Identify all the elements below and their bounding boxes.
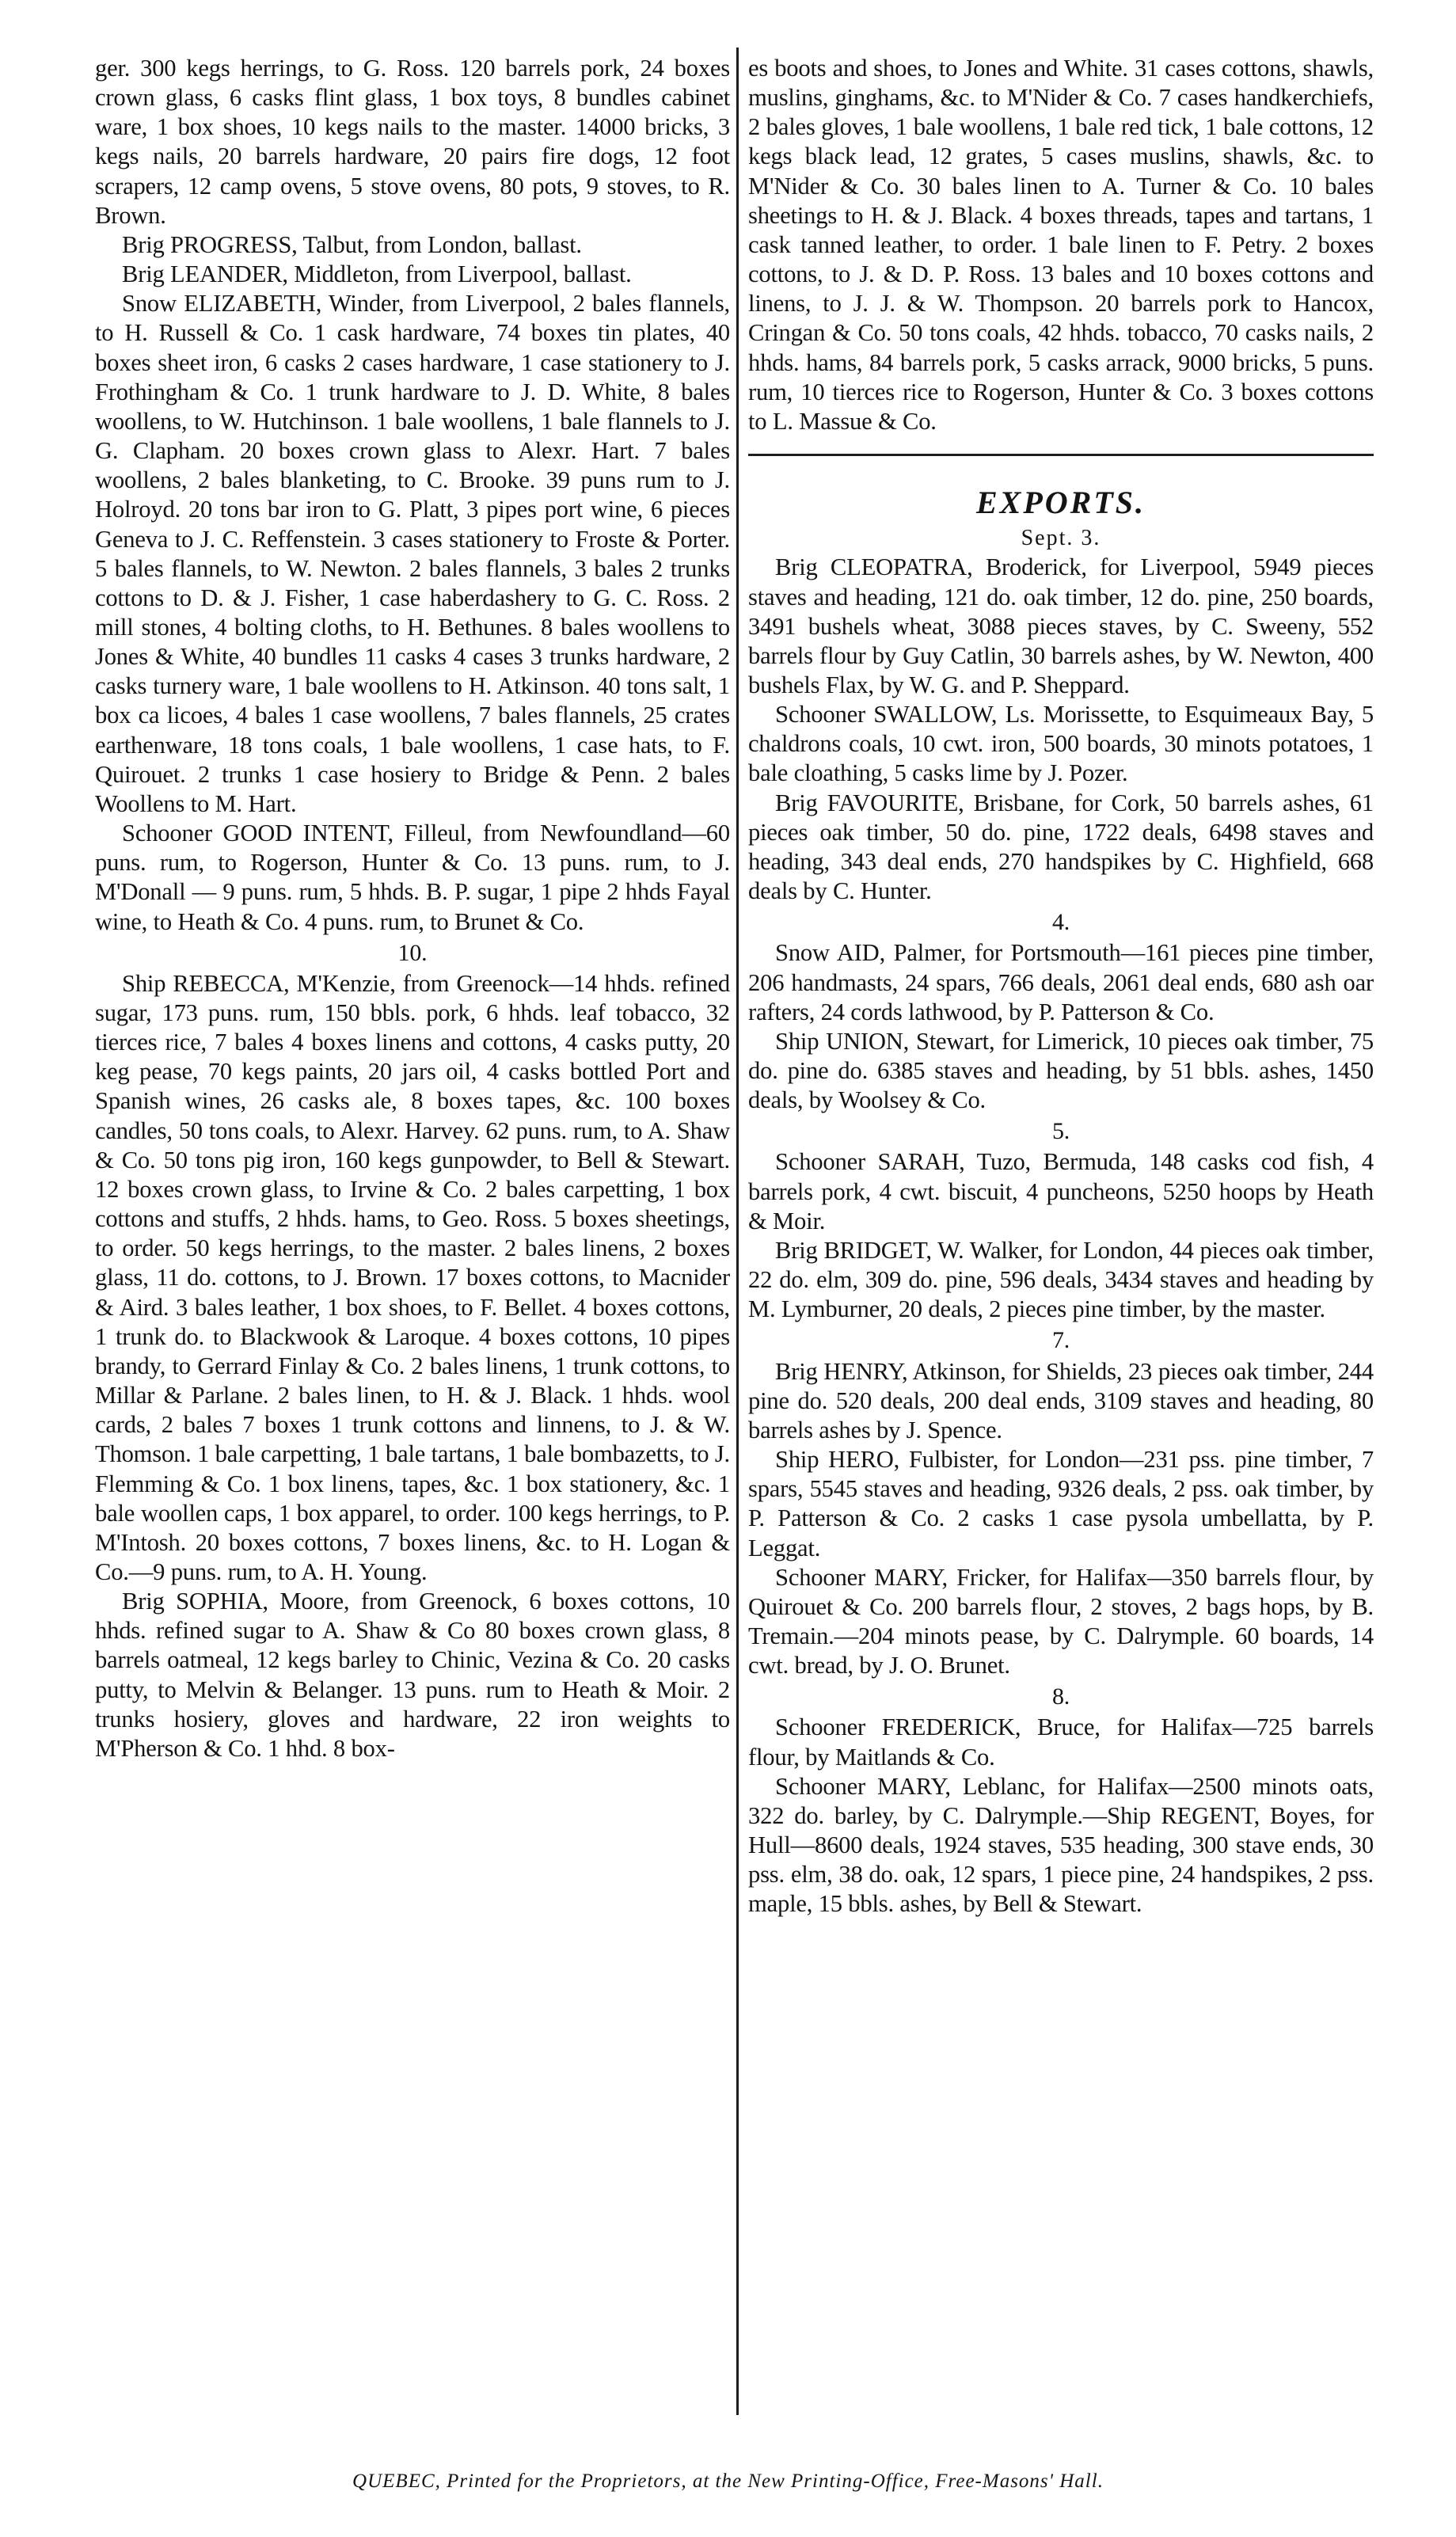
date-7: 7. bbox=[1051, 1327, 1070, 1354]
entry-snow-elizabeth: Snow ELIZABETH, Winder, from Liverpool, 2 bales flannels, to H. Russell & Co. 1 cask hardware, 74 boxes tin plates, 40 boxes sheet iron, 6 casks 2 cases hardware, 1 case stationery to J. Frothingham & Co. 1 trunk hardware to J. D. White, 8 bales woollens, to W. Hutchinson. 1 bale woollens, 1 bale flannels to J. G. Clapham. 20 boxes crown glass to Alexr. Hart. 7 bales woollens, 2 bales blanketing, to C. Brooke. 39 puns rum to J. Holroyd. 20 tons bar iron to G. Platt, 3 pipes port wine, 6 pieces Geneva to J. C. Reffenstein. 3 cases stationery to Froste & Porter. 5 bales flannels, to W. Newton. 2 bales flannels, 3 bales 2 trunks cottons to D. & J. Fisher, 1 case haberdashery to G. C. Ross. 2 mill stones, 4 bolting cloths, to H. Bethunes. 8 bales woollens to Jones & White, 40 bundles 11 casks 4 cases 3 trunks hardware, 2 casks turnery ware, 1 bale woollens to H. Atkinson. 40 tons salt, 1 box ca licoes, 4 bales 1 case woollens, 7 bales flannels, 25 crates earthenware, 18 tons coals, 1 bale woollens, 1 case hats, to F. Quirouet. 2 trunks 1 case hosiery to Bridge & Penn. 2 bales Woollens to M. Hart. bbox=[95, 290, 730, 817]
export-ship-hero: Ship HERO, Fulbister, for London—231 pss. pine timber, 7 spars, 5545 staves and heading, 9326 deals, 2 pss. oak timber, by P. Patterson & Co. 2 casks 1 case pysola umbellatta, by P. Leggat. bbox=[748, 1446, 1374, 1561]
export-schooner-mary-leblanc: Schooner MARY, Leblanc, for Halifax—2500 minots oats, 322 do. barley, by C. Dalrymple.—Ship REGENT, Boyes, for Hull—8600 deals, 1924 staves, 535 heading, 300 stave ends, 30 pss. elm, 38 do. oak, 12 spars, 1 piece pine, 24 handspikes, 2 pss. maple, 15 bbls. ashes, by Bell & Stewart. bbox=[748, 1772, 1374, 1918]
date-4: 4. bbox=[1051, 909, 1070, 936]
export-brig-bridget: Brig BRIDGET, W. Walker, for London, 44 pieces oak timber, 22 do. elm, 309 do. pine, 596 deals, 3434 staves and heading by M. Lymburner, 20 deals, 2 pieces pine timber, by the master. bbox=[748, 1236, 1374, 1323]
date-8: 8. bbox=[1051, 1683, 1070, 1710]
date-sept-3: Sept. 3. bbox=[1021, 526, 1101, 551]
column-divider bbox=[736, 48, 739, 2415]
entry-brig-progress: Brig PROGRESS, Talbut, from London, ballast. bbox=[122, 230, 582, 258]
exports-heading: EXPORTS. bbox=[975, 485, 1146, 521]
export-schooner-frederick: Schooner FREDERICK, Bruce, for Halifax—725 barrels flour, by Maitlands & Co. bbox=[748, 1714, 1374, 1771]
section-rule bbox=[748, 454, 1374, 456]
entry-brig-sophia: Brig SOPHIA, Moore, from Greenock, 6 boxes cottons, 10 hhds. refined sugar to A. Shaw & Co 80 boxes crown glass, 8 barrels oatmeal, 12 kegs barley to Chinic, Vezina & Co. 20 casks putty, to Melvin & Belanger. 13 puns. rum to Heath & Moir. 2 trunks hosiery, gloves and hardware, 22 iron weights to M'Pherson & Co. 1 hhd. 8 box- bbox=[95, 1588, 730, 1762]
right-column bbox=[748, 54, 1374, 1919]
export-brig-henry: Brig HENRY, Atkinson, for Shields, 23 pieces oak timber, 244 pine do. 520 deals, 200 deal ends, 3109 staves and heading, 80 barrels ashes by J. Spence. bbox=[748, 1357, 1374, 1443]
imports-continuation-right: es boots and shoes, to Jones and White. 31 cases cottons, shawls, muslins, ginghams, &c. to M'Nider & Co. 7 cases handkerchiefs, 2 bales gloves, 1 bale woollens, 1 bale red tick, 1 bale cottons, 12 kegs black lead, 12 grates, 5 cases muslins, shawls, &c. to M'Nider & Co. 30 bales linen to A. Turner & Co. 10 bales sheetings to H. & J. Black. 4 boxes threads, tapes and tartans, 1 cask tanned leather, to order. 1 bale linen to F. Petry. 2 boxes cottons, to J. & D. P. Ross. 13 bales and 10 boxes cottons and linens, to J. J. & W. Thompson. 20 barrels pork to Hancox, Cringan & Co. 50 tons coals, 42 hhds. tobacco, 70 casks nails, 2 hhds. hams, 84 barrels pork, 5 casks arrack, 9000 bricks, 5 puns. rum, 10 tierces rice to Rogerson, Hunter & Co. 3 boxes cottons to L. Massue & Co. bbox=[748, 55, 1374, 435]
export-schooner-mary-fricker: Schooner MARY, Fricker, for Halifax—350 barrels flour, by Quirouet & Co. 200 barrels flour, 2 stoves, 2 bags hops, by B. Tremain.—204 minots pease, by C. Dalrymple. 60 boards, 14 cwt. bread, by J. O. Brunet. bbox=[748, 1563, 1374, 1679]
export-schooner-sarah: Schooner SARAH, Tuzo, Bermuda, 148 casks cod fish, 4 barrels pork, 4 cwt. biscuit, 4 puncheons, 5250 hoops by Heath & Moir. bbox=[748, 1148, 1374, 1234]
entry-brig-leander: Brig LEANDER, Middleton, from Liverpool, ballast. bbox=[122, 261, 632, 288]
export-brig-favourite: Brig FAVOURITE, Brisbane, for Cork, 50 barrels ashes, 61 pieces oak timber, 50 do. pine, 1722 deals, 6498 staves and heading, 343 deal ends, 270 handspikes by C. Highfield, 668 deals by C. Hunter. bbox=[748, 789, 1374, 905]
left-column bbox=[95, 54, 730, 1763]
export-schooner-swallow: Schooner SWALLOW, Ls. Morissette, to Esquimeaux Bay, 5 chaldrons coals, 10 cwt. iron, 500 boards, 30 minots potatoes, 1 bale cloathing, 5 casks lime by J. Pozer. bbox=[748, 701, 1374, 787]
export-ship-union: Ship UNION, Stewart, for Limerick, 10 pieces oak timber, 75 do. pine do. 6385 staves and heading, by 51 bbls. ashes, 1450 deals, by Woolsey & Co. bbox=[748, 1027, 1374, 1114]
export-brig-cleopatra: Brig CLEOPATRA, Broderick, for Liverpool, 5949 pieces staves and heading, 121 do. oak timber, 12 do. pine, 250 boards, 3491 bushels wheat, 3088 pieces staves, by C. Sweeny, 552 barrels flour by Guy Catlin, 30 barrels ashes, by W. Newton, 400 bushels Flax, by W. G. and P. Sheppard. bbox=[748, 553, 1374, 698]
date-5: 5. bbox=[1051, 1118, 1070, 1145]
entry-schooner-good-intent: Schooner GOOD INTENT, Filleul, from Newfoundland—60 puns. rum, to Rogerson, Hunter & Co. 13 puns. rum, to J. M'Donall — 9 puns. rum, 5 hhds. B. P. sugar, 1 pipe 2 hhds Fayal wine, to Heath & Co. 4 puns. rum, to Brunet & Co. bbox=[95, 820, 730, 935]
imports-continuation: ger. 300 kegs herrings, to G. Ross. 120 barrels pork, 24 boxes crown glass, 6 casks flint glass, 1 box toys, 8 bundles cabinet ware, 1 box shoes, 10 kegs nails to the master. 14000 bricks, 3 kegs nails, 20 barrels hardware, 20 pairs fire dogs, 12 foot scrapers, 12 camp ovens, 5 stove ovens, 80 pots, 9 stoves, to R. Brown. bbox=[95, 55, 730, 229]
date-10: 10. bbox=[397, 939, 428, 966]
export-snow-aid: Snow AID, Palmer, for Portsmouth—161 pieces pine timber, 206 handmasts, 24 spars, 766 deals, 2061 deal ends, 680 ash oar rafters, 24 cords lathwood, by P. Patterson & Co. bbox=[748, 939, 1374, 1025]
entry-ship-rebecca: Ship REBECCA, M'Kenzie, from Greenock—14 hhds. refined sugar, 173 puns. rum, 150 bbls. pork, 6 hhds. leaf tobacco, 32 tierces rice, 7 bales 4 boxes linens and cottons, 4 casks putty, 20 keg pease, 70 kegs paints, 20 jars oil, 4 casks bottled Port and Spanish wines, 26 casks ale, 8 boxes tapes, &c. 100 boxes candles, 50 tons coals, to Alexr. Harvey. 62 puns. rum, to A. Shaw & Co. 50 tons pig iron, 160 kegs gunpowder, to Bell & Stewart. 12 boxes crown glass, to Irvine & Co. 2 bales carpetting, 1 box cottons and stuffs, 2 hhds. hams, to Geo. Ross. 5 boxes sheetings, to order. 50 kegs herrings, to the master. 2 bales linens, 2 boxes glass, 11 do. cottons, to J. Brown. 17 boxes cottons, to Macnider & Aird. 3 bales leather, 1 box shoes, to F. Bellet. 4 boxes cottons, 1 trunk do. to Blackwook & Laroque. 4 boxes cottons, 10 pipes brandy, to Gerrard Finlay & Co. 2 bales linens, 1 trunk cottons, to Millar & Parlane. 2 bales linen, to H. & J. Black. 1 hhds. wool cards, 2 bales 7 boxes 1 trunk cottons and linnens, to J. & W. Thomson. 1 bale carpetting, 1 bale tartans, 1 bale bombazetts, to J. Flemming & Co. 1 box linens, tapes, &c. 1 box stationery, &c. 1 bale woollen caps, 1 box apparel, to order. 100 kegs herrings, to P. M'Intosh. 20 boxes cottons, 7 boxes linens, &c. to H. Logan & Co.—9 puns. rum, to A. H. Young. bbox=[95, 969, 731, 1585]
printer-imprint: QUEBEC, Printed for the Proprietors, at the New Printing-Office, Free-Masons' Hall. bbox=[352, 2470, 1104, 2492]
